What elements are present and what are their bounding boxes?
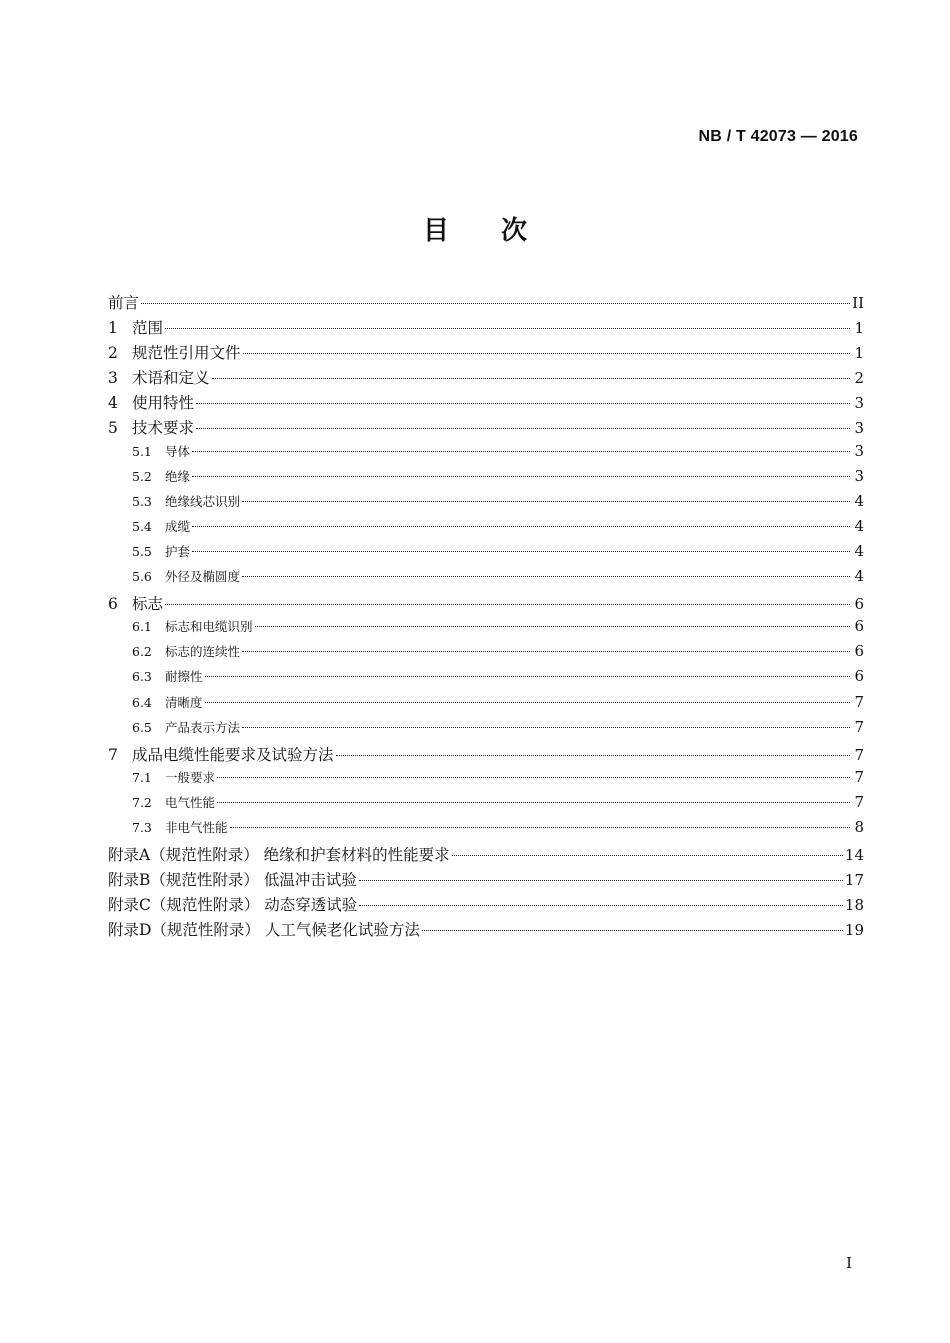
toc-entry[interactable] [108,918,864,943]
toc-entry-label: 技术要求 [132,419,195,438]
toc-entry[interactable] [108,542,864,567]
toc-entry[interactable] [108,768,864,793]
toc-entry-label: 外径及椭圆度 [165,569,241,585]
toc-entry[interactable] [108,341,864,366]
toc-entry[interactable] [108,291,864,316]
toc-entry-page: 8 [854,817,864,836]
toc-entry-number: 7.2 [132,794,152,810]
toc-entry[interactable] [108,592,864,617]
toc-entry-page: 3 [854,466,864,485]
toc-entry-number: 7 [108,745,118,764]
toc-entry-label: 耐擦性 [165,669,203,685]
toc-entry-number: 6.2 [132,644,152,660]
toc-entry[interactable] [108,517,864,542]
toc-entry-label: 绝缘 [165,468,191,484]
toc-entry-page: 19 [844,921,864,940]
toc-title-char-1: 目 [422,216,449,246]
toc-entry-page: 6 [854,667,864,686]
toc-leader-dots [359,880,843,881]
toc-leader-dots [141,303,850,304]
toc-entry[interactable] [108,793,864,818]
toc-entry-page: 18 [844,896,864,915]
toc-entry-label: 成缆 [165,518,191,534]
toc-entry-label: 标志 [132,595,164,614]
toc-entry-label: 护套 [165,543,191,559]
toc-entry-label: 术语和定义 [132,369,210,388]
toc-entry-number: 5.5 [132,543,152,559]
toc-entry-label: 绝缘线芯识别 [165,493,241,509]
toc-entry-number: 5.3 [132,493,152,509]
toc-entry[interactable] [108,416,864,441]
toc-entry-label: 清晰度 [165,694,203,710]
toc-entry-page: 14 [844,846,864,865]
toc-entry[interactable] [108,642,864,667]
toc-entry-page: 7 [854,792,864,811]
toc-entry-label: 附录A（规范性附录） 绝缘和护套材料的性能要求 [108,846,450,865]
toc-leader-dots [192,476,850,477]
toc-entry-number: 6.4 [132,694,152,710]
toc-entry-label: 规范性引用文件 [132,344,241,363]
toc-entry-page: 7 [854,745,864,764]
toc-leader-dots [196,428,850,429]
toc-entry-label: 电气性能 [165,794,216,810]
toc-leader-dots [192,526,850,527]
toc-leader-dots [217,777,850,778]
toc-entry-label: 非电气性能 [165,819,228,835]
toc-entry-page: 7 [854,692,864,711]
toc-leader-dots [452,855,843,856]
toc-entry-number: 2 [108,344,118,363]
toc-leader-dots [255,626,850,627]
toc-entry-page: 4 [854,516,864,535]
toc-entry-number: 7.3 [132,819,152,835]
toc-leader-dots [192,451,850,452]
toc-entry[interactable] [108,693,864,718]
toc-entry[interactable] [108,391,864,416]
toc-leader-dots [336,755,850,756]
toc-entry-label: 使用特性 [132,394,195,413]
toc-entry-number: 4 [108,394,118,413]
toc-leader-dots [192,551,850,552]
toc-entry-page: 2 [854,369,864,388]
toc-entry-page: 6 [854,617,864,636]
toc-entry-label: 一般要求 [165,769,216,785]
toc-leader-dots [242,727,850,728]
toc-title-char-2: 次 [501,216,528,246]
toc-entry-number: 5.2 [132,468,152,484]
toc-leader-dots [243,353,850,354]
toc-entry[interactable] [108,467,864,492]
toc-entry-page: 4 [854,567,864,586]
toc-entry-number: 6 [108,595,118,614]
toc-leader-dots [212,378,850,379]
toc-entry[interactable] [108,843,864,868]
toc-entry-page: 4 [854,541,864,560]
toc-leader-dots [205,676,850,677]
toc-entry-page: 6 [854,595,864,614]
toc-entry-number: 5.1 [132,443,152,459]
toc-entry-page: 3 [854,419,864,438]
toc-entry-number: 6.1 [132,619,152,635]
toc-entry[interactable] [108,492,864,517]
toc-leader-dots [230,827,850,828]
toc-entry-page: 17 [844,871,864,890]
toc-entry-number: 6.3 [132,669,152,685]
toc-entry-number: 5.6 [132,569,152,585]
toc-entry-page: 3 [854,441,864,460]
toc-leader-dots [359,905,843,906]
toc-entry[interactable] [108,818,864,843]
toc-entry-page: 7 [854,767,864,786]
toc-entry-number: 7.1 [132,769,152,785]
toc-entry-page: 7 [854,717,864,736]
toc-title [0,210,950,247]
toc-entry[interactable] [108,442,864,467]
toc-leader-dots [165,328,850,329]
toc-entry[interactable] [108,868,864,893]
toc-entry[interactable] [108,743,864,768]
toc-entry-label: 成品电缆性能要求及试验方法 [132,745,334,764]
toc-leader-dots [242,651,850,652]
toc-entry[interactable] [108,718,864,743]
table-of-contents [108,291,864,943]
toc-entry-label: 附录C（规范性附录） 动态穿透试验 [108,896,358,915]
toc-leader-dots [422,930,843,931]
toc-entry[interactable] [108,316,864,341]
toc-entry-number: 6.5 [132,719,152,735]
toc-entry-label: 附录D（规范性附录） 人工气候老化试验方法 [108,921,420,940]
toc-entry-label: 前言 [108,294,140,312]
toc-entry-page: 1 [854,319,864,338]
standard-code: NB / T 42073 — 2016 [698,128,858,145]
toc-leader-dots [196,403,850,404]
toc-entry-number: 3 [108,369,118,388]
toc-entry-label: 标志的连续性 [165,644,241,660]
toc-leader-dots [242,576,850,577]
toc-entry[interactable] [108,617,864,642]
toc-entry-label: 导体 [165,443,191,459]
toc-entry-number: 1 [108,319,118,338]
toc-entry[interactable] [108,893,864,918]
toc-entry-page: 1 [854,344,864,363]
toc-leader-dots [165,604,850,605]
toc-entry-page: II [852,294,864,312]
toc-entry-label: 附录B（规范性附录） 低温冲击试验 [108,871,357,890]
toc-entry-page: 6 [854,642,864,661]
toc-leader-dots [242,501,850,502]
toc-entry[interactable] [108,667,864,692]
toc-leader-dots [217,802,850,803]
page-number: I [846,1254,852,1272]
toc-entry[interactable] [108,567,864,592]
toc-entry-label: 产品表示方法 [165,719,241,735]
toc-entry-number: 5 [108,419,118,438]
toc-entry-label: 范围 [132,319,164,338]
toc-entry-page: 3 [854,394,864,413]
toc-leader-dots [205,702,850,703]
toc-entry-page: 4 [854,491,864,510]
toc-entry-label: 标志和电缆识别 [165,619,253,635]
toc-entry[interactable] [108,366,864,391]
toc-entry-number: 5.4 [132,518,152,534]
